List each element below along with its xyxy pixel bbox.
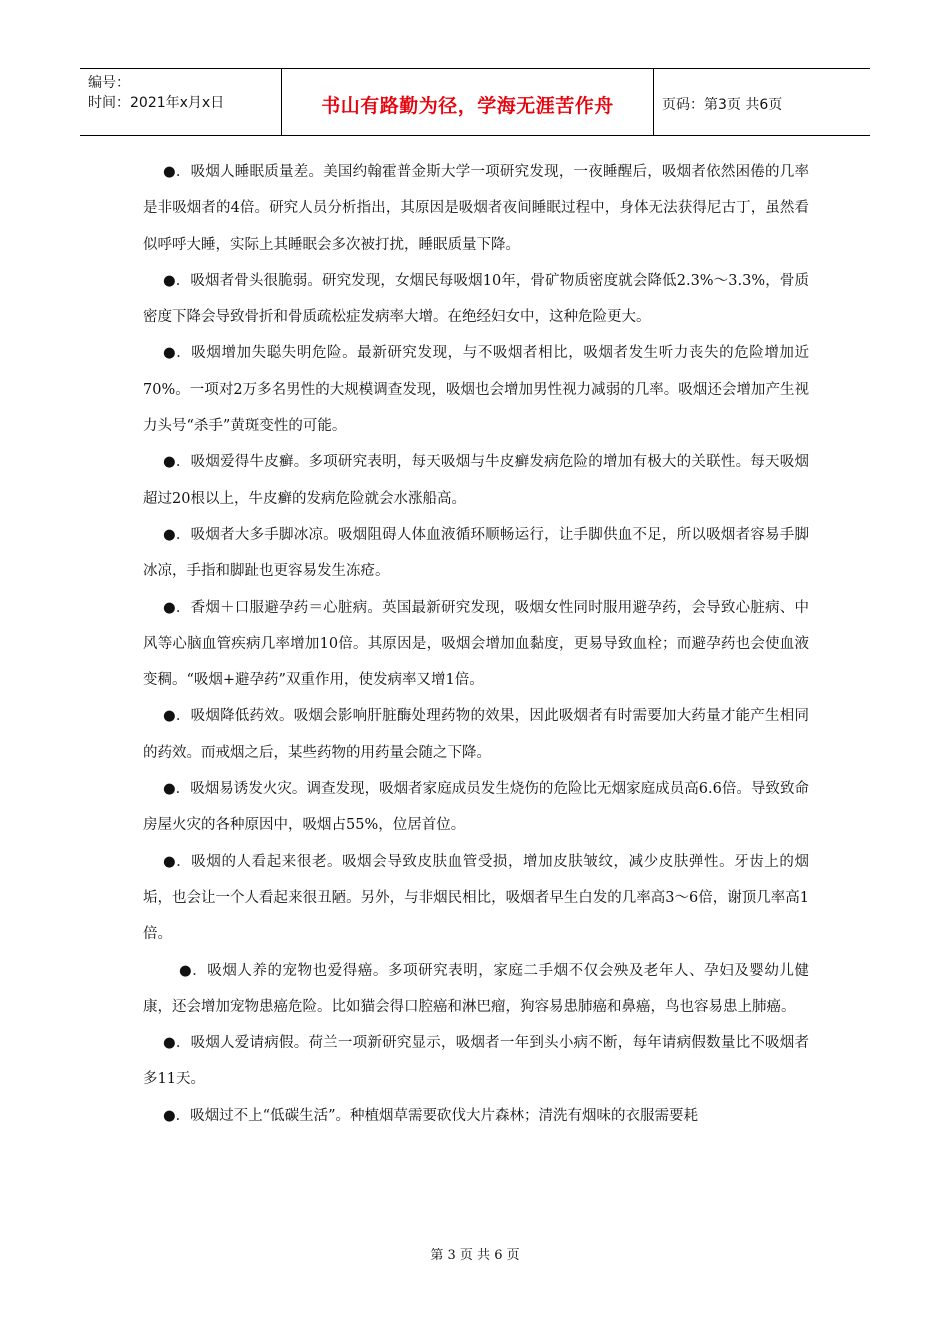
- header-motto-cell: [282, 69, 654, 135]
- document-date-label: 时间：2021年x月x日: [88, 95, 225, 111]
- paragraph-cold-hands-feet: ●．吸烟者大多手脚冰凉。吸烟阻碍人体血液循环顺畅运行，让手脚供血不足，所以吸烟者容易手脚冰凉，手指和脚趾也更容易发生冻疮。: [143, 526, 809, 580]
- paragraph-hearing-vision: ●．吸烟增加失聪失明危险。最新研究发现，与不吸烟者相比，吸烟者发生听力丧失的危险增加近70%。一项对2万多名男性的大规模调查发现，吸烟也会增加男性视力减弱的几率。吸烟还会增加产生视力头号“杀手”黄斑变性的可能。: [143, 345, 809, 435]
- paragraph-fire-risk: ●．吸烟易诱发火灾。调查发现，吸烟者家庭成员发生烧伤的危险比无烟家庭成员高6.6倍。导致致命房屋火灾的各种原因中，吸烟占55%，位居首位。: [143, 781, 809, 834]
- header-info-cell: [80, 69, 282, 135]
- paragraph-low-carbon: ●．吸烟过不上“低碳生活”。种植烟草需要砍伐大片森林；清洗有烟味的衣服需要耗: [163, 1107, 698, 1124]
- header-motto: 书山有路勤为径，学海无涯苦作舟: [321, 95, 614, 117]
- paragraph-psoriasis: ●．吸烟爱得牛皮癣。多项研究表明，每天吸烟与牛皮癣发病危险的增加有极大的关联性。每天吸烟超过20根以上，牛皮癣的发病危险就会水涨船高。: [143, 454, 809, 507]
- paragraph-pet-cancer: ●．吸烟人养的宠物也爱得癌。多项研究表明，家庭二手烟不仅会殃及老年人、孕妇及婴幼儿健康，还会增加宠物患癌危险。比如猫会得口腔癌和淋巴瘤，狗容易患肺癌和鼻癌，鸟也容易患上肺癌。: [143, 962, 809, 1015]
- document-number-label: 编号：: [88, 75, 130, 91]
- document-body: [143, 154, 809, 1134]
- paragraph-sleep-quality: ●．吸烟人睡眠质量差。美国约翰霍普金斯大学一项研究发现，一夜睡醒后，吸烟者依然困倦的几率是非吸烟者的4倍。研究人员分析指出，其原因是吸烟者夜间睡眠过程中，身体无法获得尼古丁，虽然看似呼呼大睡，实际上其睡眠会多次被打扰，睡眠质量下降。: [143, 164, 809, 253]
- paragraph-bone-fragility: ●．吸烟者骨头很脆弱。研究发现，女烟民每吸烟10年，骨矿物质密度就会降低2.3%～3.3%，骨质密度下降会导致骨折和骨质疏松症发病率大增。在绝经妇女中，这种危险更大。: [143, 272, 809, 326]
- page-footer: 第 3 页 共 6 页: [430, 1248, 520, 1263]
- paragraph-contraceptive-heart: ●．香烟＋口服避孕药＝心脏病。英国最新研究发现，吸烟女性同时服用避孕药，会导致心脏病、中风等心脑血管疾病几率增加10倍。其原因是，吸烟会增加血黏度，更易导致血栓；而避孕药也会使血液变稠。“吸烟+避孕药”双重作用，使发病率又增1倍。: [143, 599, 809, 689]
- header-page-cell: [654, 69, 870, 135]
- page-header: [80, 68, 870, 136]
- paragraph-aging-look: ●．吸烟的人看起来很老。吸烟会导致皮肤血管受损，增加皮肤皱纹，减少皮肤弹性。牙齿上的烟垢，也会让一个人看起来很丑陋。另外，与非烟民相比，吸烟者早生白发的几率高3～6倍，谢顶几率高1倍。: [143, 853, 809, 943]
- paragraph-drug-efficacy: ●．吸烟降低药效。吸烟会影响肝脏酶处理药物的效果，因此吸烟者有时需要加大药量才能产生相同的药效。而戒烟之后，某些药物的用药量会随之下降。: [143, 708, 809, 761]
- paragraph-sick-leave: ●．吸烟人爱请病假。荷兰一项新研究显示，吸烟者一年到头小病不断，每年请病假数量比不吸烟者多11天。: [143, 1035, 809, 1088]
- header-page-number: 页码：第3页 共6页: [662, 97, 783, 113]
